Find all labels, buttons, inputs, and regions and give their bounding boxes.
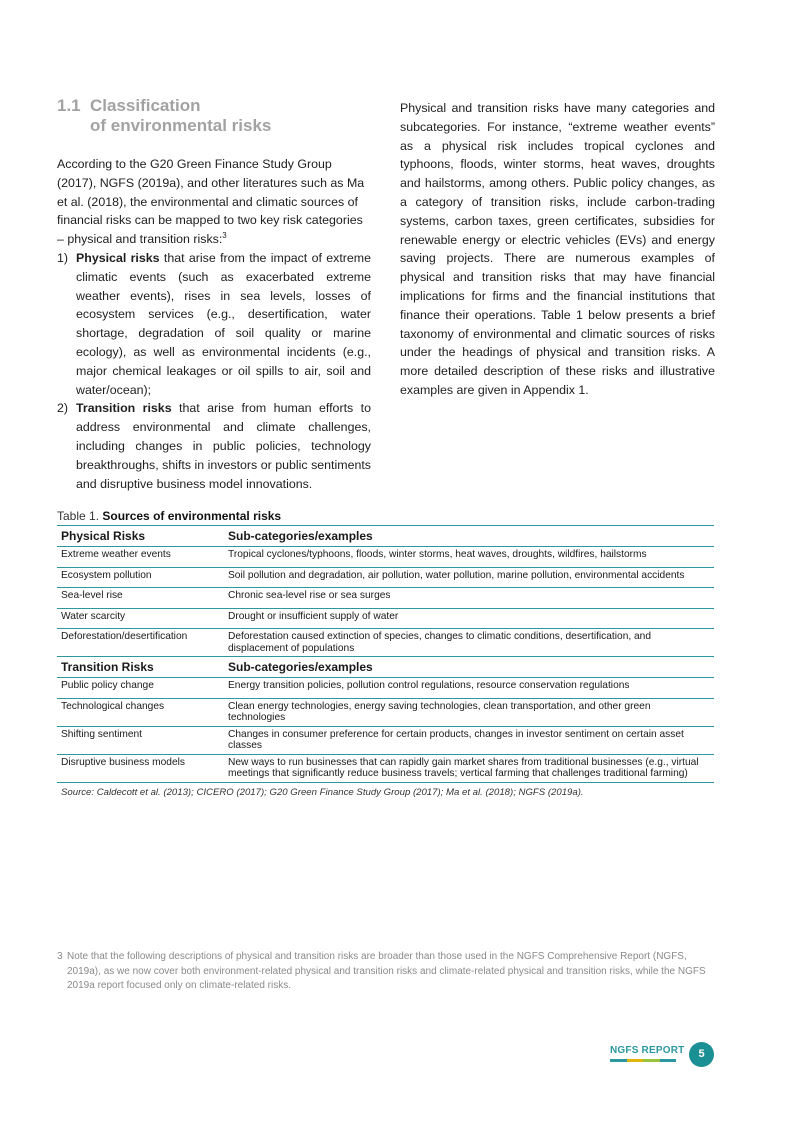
section-title-line2: of environmental risks xyxy=(90,116,272,135)
right-paragraph: Physical and transition risks have many categories and subcategories. For instance, “extreme weather events” as a physical risk includes tropical cyclones and typhoons, floods, winter storms, heat waves, droughts and hailstorms, among others. Public policy changes, as a category of transition risks, include carbon-trading systems, carbon taxes, green certificates, subsidies for renewable energy or electric vehicles (EVs) and energy saving projects. There are numerous examples of physical and transition risks that may have financial implications for firms and the financial institutions that finance their operations. Table 1 below presents a brief taxonomy of environmental and climatic sources of risks under the headings of physical and transition risks. A more detailed description of these risks and illustrative examples are given in Appendix 1. xyxy=(400,101,715,397)
table-header-physical xyxy=(57,526,714,547)
table-cell: Technological changes xyxy=(57,698,224,726)
list-term: Transition risks xyxy=(76,401,172,416)
table-cell: Drought or insufficient supply of water xyxy=(224,608,714,629)
table-cell: Changes in consumer preference for certain products, changes in investor sentiment on certain asset classes xyxy=(224,726,714,754)
section-heading xyxy=(57,96,271,136)
footer-bar-segment xyxy=(643,1059,660,1062)
footer-bar-segment xyxy=(627,1059,644,1062)
list-item-physical xyxy=(57,249,371,399)
header-cell: Transition Risks xyxy=(57,657,224,678)
list-index: 1) xyxy=(57,250,69,265)
intro-paragraph xyxy=(57,155,371,249)
footer-bar-segment xyxy=(610,1059,627,1062)
left-column xyxy=(57,155,371,493)
footer xyxy=(610,1045,684,1062)
table-cell: Ecosystem pollution xyxy=(57,567,224,588)
table-cell: Energy transition policies, pollution control regulations, resource conservation regulations xyxy=(224,678,714,699)
intro-text: According to the G20 Green Finance Study Group (2017), NGFS (2019a), and other literatures such as Ma et al. (2018), the environmental and climatic sources of financial risks can be mapped to two key risk categories – physical and transition risks: xyxy=(57,157,365,247)
footer-color-bar xyxy=(610,1059,676,1062)
footer-label: NGFS REPORT xyxy=(610,1045,685,1056)
list-index: 2) xyxy=(57,401,69,416)
header-cell: Sub-categories/examples xyxy=(224,526,714,547)
table-row xyxy=(57,608,714,629)
footnote-number: 3 xyxy=(57,951,63,962)
table-cell: New ways to run businesses that can rapidly gain market shares from traditional businesses (e.g., virtual meetings that significantly reduce business travels; vertical farming that challenges traditional farming) xyxy=(224,754,714,782)
list-term: Physical risks xyxy=(76,250,160,265)
table-row xyxy=(57,678,714,699)
table-cell: Extreme weather events xyxy=(57,547,224,568)
table-row xyxy=(57,726,714,754)
table-row xyxy=(57,588,714,609)
footnote-ref[interactable]: 3 xyxy=(222,231,227,241)
risk-table-block xyxy=(57,508,714,798)
table-cell: Water scarcity xyxy=(57,608,224,629)
table-cell: Tropical cyclones/typhoons, floods, winter storms, heat waves, droughts, wildfires, hailstorms xyxy=(224,547,714,568)
table-caption xyxy=(57,508,714,525)
list-text: that arise from the impact of extreme climatic events (such as exacerbated extreme weather events), rises in sea levels, losses of ecosystem services (e.g., desertification, water shortage, degradation of soil quality or marine ecology), as well as environmental incidents (e.g., major chemical leakages or oil spills to air, soil and water/ocean); xyxy=(76,250,371,397)
header-cell: Physical Risks xyxy=(57,526,224,547)
page-number-badge: 5 xyxy=(689,1042,714,1067)
table-row xyxy=(57,754,714,782)
table-caption-prefix: Table 1. xyxy=(57,509,100,523)
risk-category-list xyxy=(57,249,371,493)
header-cell: Sub-categories/examples xyxy=(224,657,714,678)
table-header-transition xyxy=(57,657,714,678)
table-cell: Soil pollution and degradation, air pollution, water pollution, marine pollution, environmental accidents xyxy=(224,567,714,588)
table-row xyxy=(57,547,714,568)
table-caption-title: Sources of environmental risks xyxy=(102,509,282,523)
table-source: Source: Caldecott et al. (2013); CICERO (2017); G20 Green Finance Study Group (2017); Ma et al. (2018); NGFS (2019a). xyxy=(61,786,584,798)
table-cell: Public policy change xyxy=(57,678,224,699)
table-cell: Deforestation caused extinction of species, changes to climatic conditions, desertification, and displacement of populations xyxy=(224,629,714,657)
table-row xyxy=(57,698,714,726)
list-item-transition xyxy=(57,399,371,493)
table-cell: Chronic sea-level rise or sea surges xyxy=(224,588,714,609)
table-cell: Disruptive business models xyxy=(57,754,224,782)
table-cell: Sea-level rise xyxy=(57,588,224,609)
sources-table xyxy=(57,525,714,783)
section-number: 1.1 xyxy=(57,96,81,115)
footnote xyxy=(57,950,717,994)
table-cell: Deforestation/desertification xyxy=(57,629,224,657)
right-column xyxy=(400,99,715,400)
table-cell: Clean energy technologies, energy saving technologies, clean transportation, and other green technologies xyxy=(224,698,714,726)
table-row xyxy=(57,567,714,588)
footnote-text: Note that the following descriptions of physical and transition risks are broader than those used in the NGFS Comprehensive Report (NGFS, 2019a), as we now cover both environment-related physical and transition risks and climate-related physical and transition risks, while the NGFS 2019a report focused only on climate-related risks. xyxy=(67,951,706,991)
table-cell: Shifting sentiment xyxy=(57,726,224,754)
list-text: that arise from human efforts to address environmental and climate challenges, including changes in public policies, technology breakthroughs, shifts in investors or public sentiments and disruptive business model innovations. xyxy=(76,401,371,491)
section-title-line1: Classification xyxy=(90,96,201,115)
table-row xyxy=(57,629,714,657)
footer-bar-segment xyxy=(660,1059,677,1062)
